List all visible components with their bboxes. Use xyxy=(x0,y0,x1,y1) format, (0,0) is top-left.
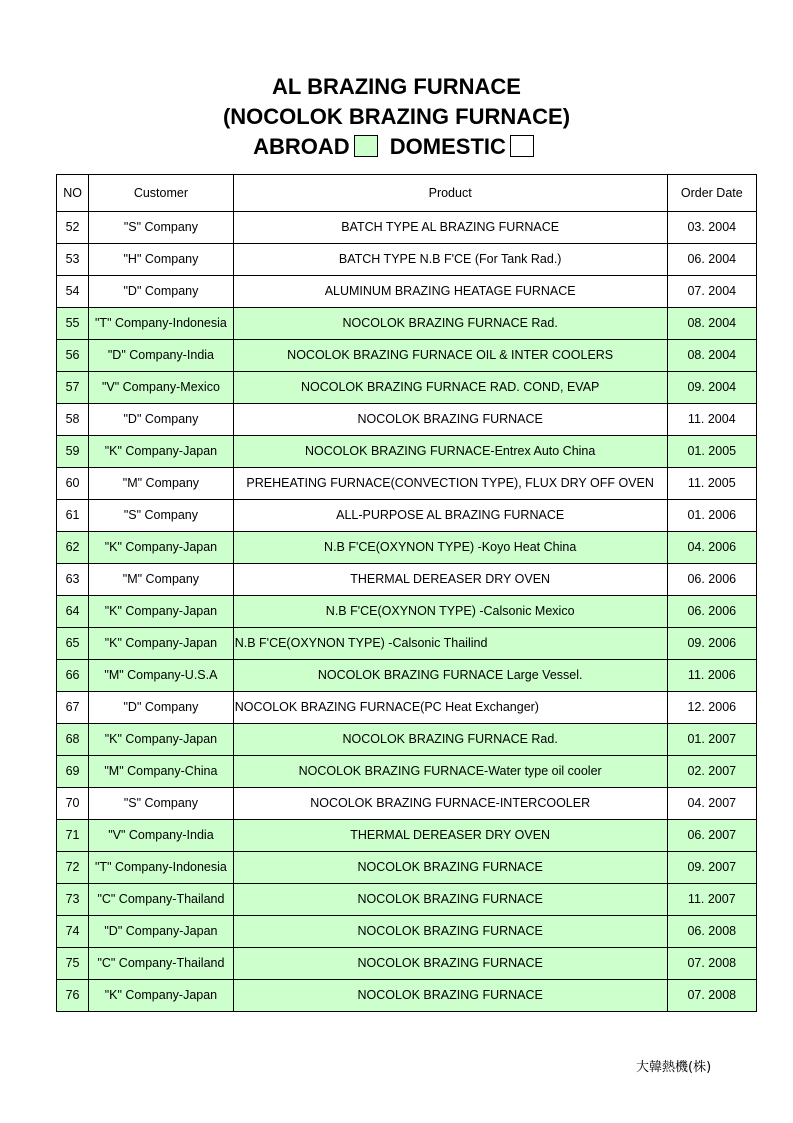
cell-customer: "K" Company-Japan xyxy=(89,628,234,660)
cell-order-date: 07. 2008 xyxy=(667,948,756,980)
cell-product: BATCH TYPE N.B F'CE (For Tank Rad.) xyxy=(233,244,667,276)
cell-no: 71 xyxy=(57,820,89,852)
cell-no: 61 xyxy=(57,500,89,532)
cell-no: 65 xyxy=(57,628,89,660)
cell-no: 57 xyxy=(57,372,89,404)
cell-customer: "C" Company-Thailand xyxy=(89,948,234,980)
cell-product: ALL-PURPOSE AL BRAZING FURNACE xyxy=(233,500,667,532)
cell-product: THERMAL DEREASER DRY OVEN xyxy=(233,820,667,852)
cell-order-date: 12. 2006 xyxy=(667,692,756,724)
cell-no: 67 xyxy=(57,692,89,724)
table-row xyxy=(57,756,757,788)
cell-no: 70 xyxy=(57,788,89,820)
cell-product: NOCOLOK BRAZING FURNACE RAD. COND, EVAP xyxy=(233,372,667,404)
cell-product: NOCOLOK BRAZING FURNACE Rad. xyxy=(233,308,667,340)
cell-customer: "M" Company-China xyxy=(89,756,234,788)
table-row xyxy=(57,724,757,756)
cell-customer: "D" Company-Japan xyxy=(89,916,234,948)
cell-product: NOCOLOK BRAZING FURNACE xyxy=(233,948,667,980)
cell-order-date: 07. 2008 xyxy=(667,980,756,1012)
cell-product: N.B F'CE(OXYNON TYPE) -Koyo Heat China xyxy=(233,532,667,564)
cell-order-date: 11. 2007 xyxy=(667,884,756,916)
cell-no: 76 xyxy=(57,980,89,1012)
table-row xyxy=(57,948,757,980)
page-title: AL BRAZING FURNACE xyxy=(272,74,521,99)
cell-no: 52 xyxy=(57,212,89,244)
cell-order-date: 06. 2006 xyxy=(667,564,756,596)
cell-order-date: 04. 2006 xyxy=(667,532,756,564)
cell-customer: "C" Company-Thailand xyxy=(89,884,234,916)
cell-product: BATCH TYPE AL BRAZING FURNACE xyxy=(233,212,667,244)
table-row xyxy=(57,660,757,692)
company-name: 大韓熱機(株) xyxy=(636,1060,712,1075)
cell-order-date: 06. 2007 xyxy=(667,820,756,852)
table-row xyxy=(57,308,757,340)
cell-customer: "D" Company-India xyxy=(89,340,234,372)
cell-order-date: 07. 2004 xyxy=(667,276,756,308)
cell-product: NOCOLOK BRAZING FURNACE xyxy=(233,852,667,884)
cell-customer: "T" Company-Indonesia xyxy=(89,852,234,884)
legend xyxy=(0,132,793,162)
cell-customer: "K" Company-Japan xyxy=(89,596,234,628)
cell-no: 73 xyxy=(57,884,89,916)
cell-order-date: 06. 2006 xyxy=(667,596,756,628)
table-row xyxy=(57,372,757,404)
table-row xyxy=(57,628,757,660)
cell-order-date: 03. 2004 xyxy=(667,212,756,244)
cell-no: 54 xyxy=(57,276,89,308)
cell-order-date: 02. 2007 xyxy=(667,756,756,788)
cell-order-date: 11. 2004 xyxy=(667,404,756,436)
cell-product: NOCOLOK BRAZING FURNACE xyxy=(233,404,667,436)
cell-order-date: 09. 2007 xyxy=(667,852,756,884)
cell-customer: "K" Company-Japan xyxy=(89,532,234,564)
cell-product: NOCOLOK BRAZING FURNACE(PC Heat Exchanger) xyxy=(233,692,667,724)
table-row xyxy=(57,404,757,436)
table-row xyxy=(57,212,757,244)
cell-no: 75 xyxy=(57,948,89,980)
header-no: NO xyxy=(57,175,89,212)
cell-customer: "T" Company-Indonesia xyxy=(89,308,234,340)
cell-order-date: 08. 2004 xyxy=(667,340,756,372)
cell-order-date: 01. 2005 xyxy=(667,436,756,468)
cell-customer: "K" Company-Japan xyxy=(89,436,234,468)
cell-no: 62 xyxy=(57,532,89,564)
page-subtitle: (NOCOLOK BRAZING FURNACE) xyxy=(222,104,571,129)
cell-customer: "D" Company xyxy=(89,404,234,436)
cell-product: N.B F'CE(OXYNON TYPE) -Calsonic Mexico xyxy=(233,596,667,628)
cell-no: 56 xyxy=(57,340,89,372)
table-row xyxy=(57,500,757,532)
cell-no: 72 xyxy=(57,852,89,884)
cell-product: NOCOLOK BRAZING FURNACE xyxy=(233,916,667,948)
cell-product: NOCOLOK BRAZING FURNACE Rad. xyxy=(233,724,667,756)
cell-product: NOCOLOK BRAZING FURNACE Large Vessel. xyxy=(233,660,667,692)
cell-order-date: 01. 2006 xyxy=(667,500,756,532)
table-row xyxy=(57,276,757,308)
table-row xyxy=(57,468,757,500)
cell-order-date: 09. 2006 xyxy=(667,628,756,660)
cell-no: 66 xyxy=(57,660,89,692)
cell-product: NOCOLOK BRAZING FURNACE xyxy=(233,884,667,916)
cell-product: NOCOLOK BRAZING FURNACE-INTERCOOLER xyxy=(233,788,667,820)
cell-customer: "M" Company xyxy=(89,468,234,500)
table-row xyxy=(57,852,757,884)
domestic-swatch xyxy=(510,135,534,157)
cell-no: 68 xyxy=(57,724,89,756)
table-row xyxy=(57,596,757,628)
cell-customer: "V" Company-Mexico xyxy=(89,372,234,404)
cell-customer: "S" Company xyxy=(89,500,234,532)
cell-product: NOCOLOK BRAZING FURNACE-Entrex Auto China xyxy=(233,436,667,468)
table-row xyxy=(57,820,757,852)
cell-customer: "V" Company-India xyxy=(89,820,234,852)
cell-product: NOCOLOK BRAZING FURNACE-Water type oil cooler xyxy=(233,756,667,788)
cell-order-date: 06. 2008 xyxy=(667,916,756,948)
cell-customer: "H" Company xyxy=(89,244,234,276)
cell-no: 60 xyxy=(57,468,89,500)
abroad-label: ABROAD xyxy=(253,134,350,159)
cell-product: THERMAL DEREASER DRY OVEN xyxy=(233,564,667,596)
cell-no: 55 xyxy=(57,308,89,340)
cell-no: 59 xyxy=(57,436,89,468)
cell-order-date: 11. 2006 xyxy=(667,660,756,692)
table-row xyxy=(57,532,757,564)
cell-product: ALUMINUM BRAZING HEATAGE FURNACE xyxy=(233,276,667,308)
cell-no: 63 xyxy=(57,564,89,596)
cell-no: 74 xyxy=(57,916,89,948)
header-order-date: Order Date xyxy=(667,175,756,212)
table-row xyxy=(57,564,757,596)
cell-customer: "M" Company xyxy=(89,564,234,596)
cell-customer: "D" Company xyxy=(89,692,234,724)
cell-customer: "M" Company-U.S.A xyxy=(89,660,234,692)
table-row xyxy=(57,788,757,820)
cell-product: N.B F'CE(OXYNON TYPE) -Calsonic Thailind xyxy=(233,628,667,660)
cell-order-date: 11. 2005 xyxy=(667,468,756,500)
order-table xyxy=(56,174,757,1012)
abroad-swatch xyxy=(354,135,378,157)
domestic-label: DOMESTIC xyxy=(389,134,506,159)
cell-customer: "S" Company xyxy=(89,788,234,820)
cell-product: NOCOLOK BRAZING FURNACE xyxy=(233,980,667,1012)
table-row xyxy=(57,244,757,276)
cell-order-date: 04. 2007 xyxy=(667,788,756,820)
table-row xyxy=(57,340,757,372)
cell-customer: "K" Company-Japan xyxy=(89,980,234,1012)
table-header-row xyxy=(57,175,757,212)
table-row xyxy=(57,980,757,1012)
cell-product: NOCOLOK BRAZING FURNACE OIL & INTER COOLERS xyxy=(233,340,667,372)
cell-order-date: 09. 2004 xyxy=(667,372,756,404)
cell-order-date: 08. 2004 xyxy=(667,308,756,340)
table-row xyxy=(57,884,757,916)
cell-customer: "D" Company xyxy=(89,276,234,308)
cell-no: 58 xyxy=(57,404,89,436)
cell-customer: "S" Company xyxy=(89,212,234,244)
cell-product: PREHEATING FURNACE(CONVECTION TYPE), FLUX DRY OFF OVEN xyxy=(233,468,667,500)
cell-no: 69 xyxy=(57,756,89,788)
table-row xyxy=(57,436,757,468)
cell-no: 53 xyxy=(57,244,89,276)
table-row xyxy=(57,692,757,724)
table-row xyxy=(57,916,757,948)
header-product: Product xyxy=(233,175,667,212)
cell-order-date: 01. 2007 xyxy=(667,724,756,756)
header-customer: Customer xyxy=(89,175,234,212)
cell-no: 64 xyxy=(57,596,89,628)
cell-customer: "K" Company-Japan xyxy=(89,724,234,756)
cell-order-date: 06. 2004 xyxy=(667,244,756,276)
